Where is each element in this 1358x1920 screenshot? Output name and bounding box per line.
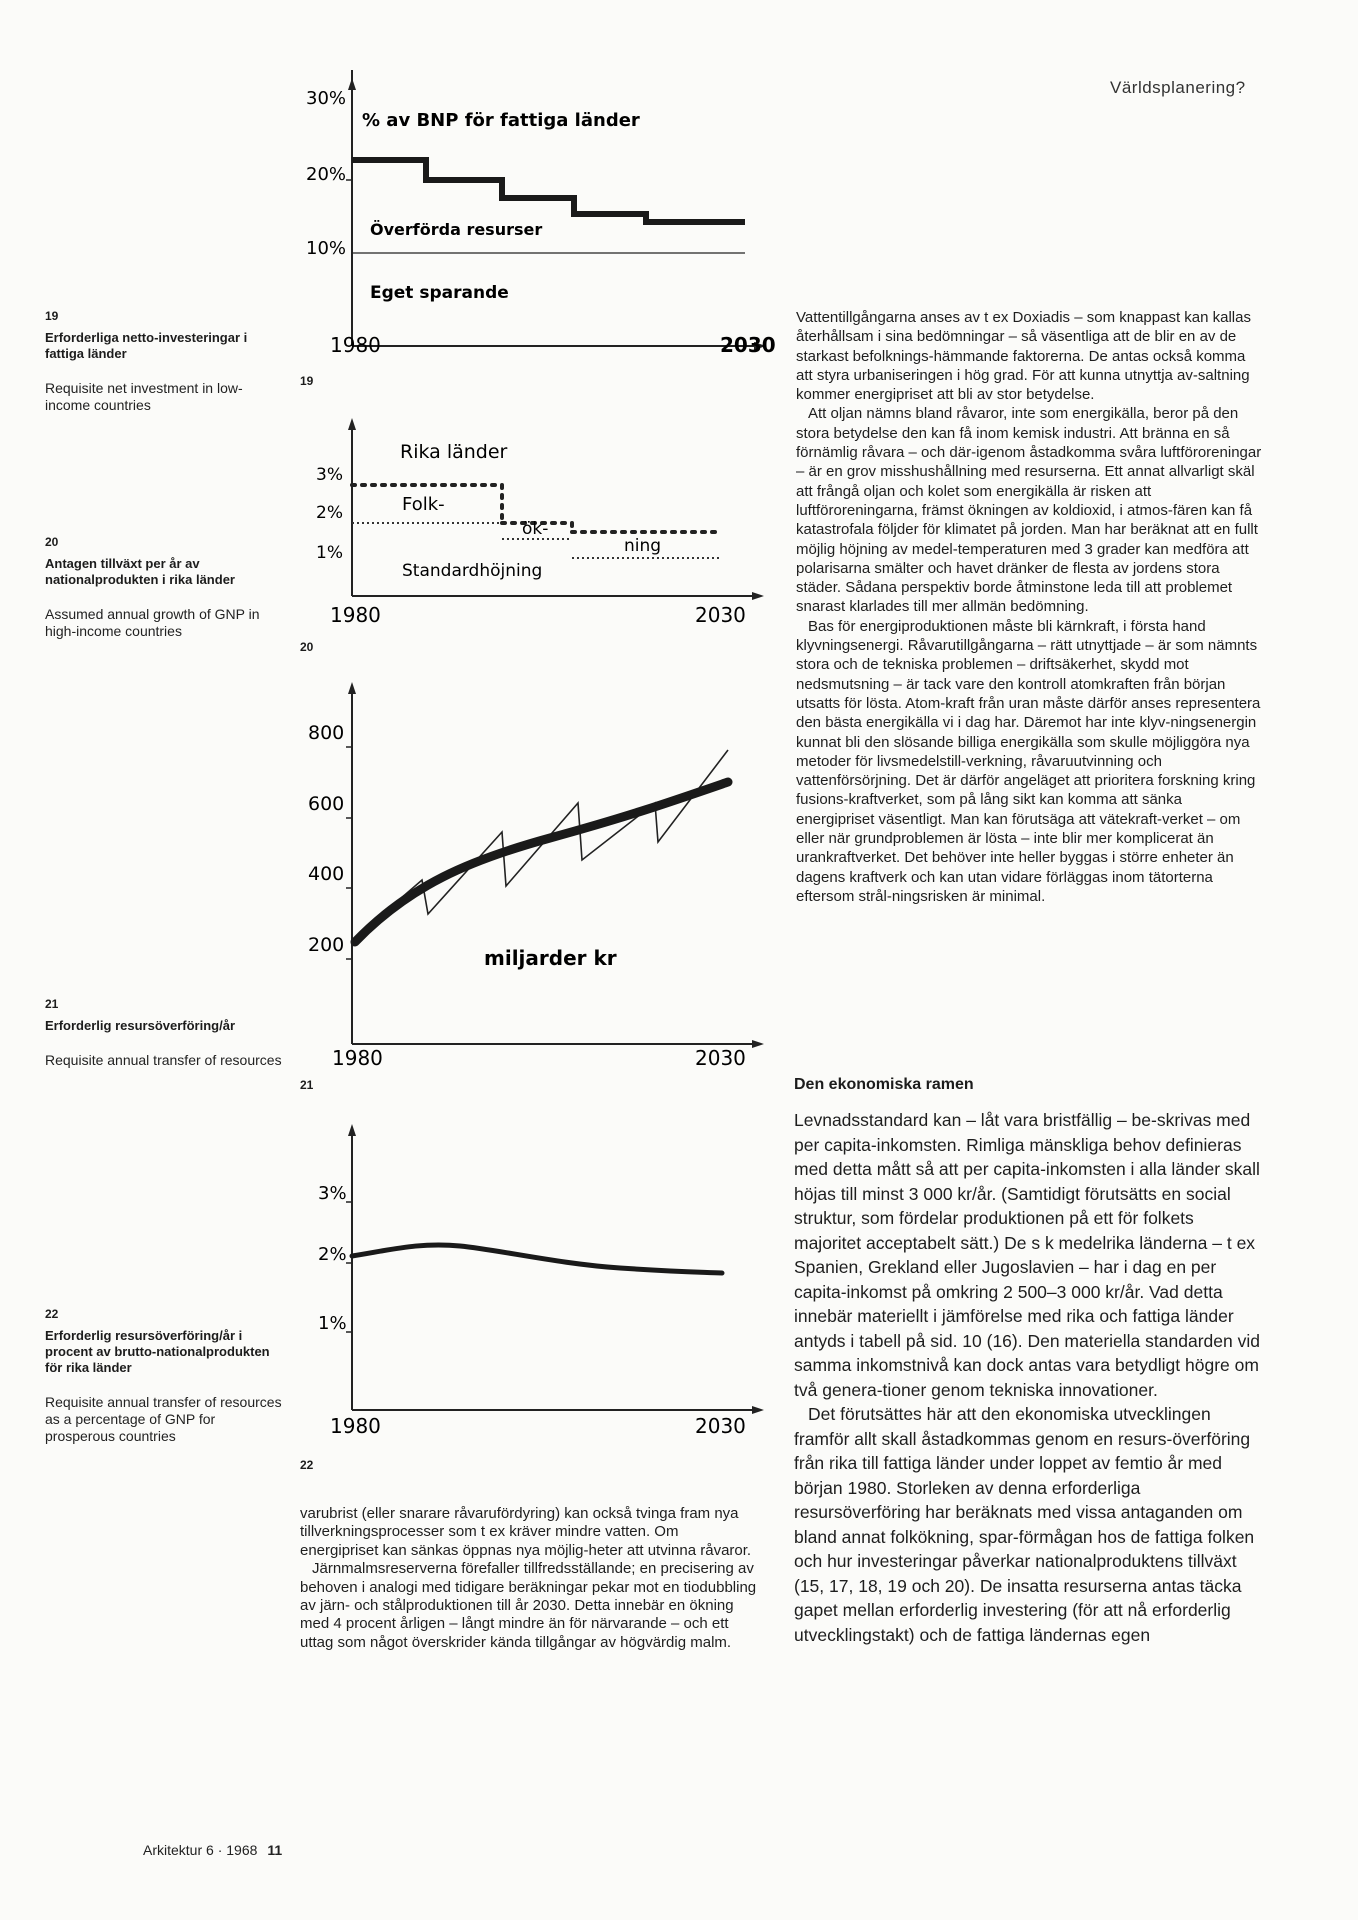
- x-end-label: 2030: [720, 333, 776, 357]
- x-axis-arrow: [752, 1040, 764, 1048]
- y-tick-label: 200: [308, 934, 345, 956]
- x-axis-arrow: [752, 1406, 764, 1414]
- figure-number-21: 21: [300, 1078, 314, 1092]
- caption-swedish: Antagen tillväxt per år av nationalprodukten i rika länder: [45, 556, 235, 587]
- y-axis-arrow: [348, 682, 356, 694]
- paragraph: Det förutsättes här att den ekonomiska utvecklingen framför allt skall åstadkommas genom en resurs-överföring från rika till fattiga länder under loppet av femtio år med början 1980. Storleken av denna erforderliga resursöverföring har beräknats med vissa antaganden om bland annat folkökning, spar-förmågan hos de fattiga folken och hur investeringar påverkar nationalproduktens tillväxt (15, 17, 18, 19 och 20). De insatta resurserna antas täcka gapet mellan erforderlig investering (för att nå erforderlig utvecklingstakt) och de fattiga ländernas egen: [794, 1404, 1255, 1645]
- label-savings: Eget sparande: [370, 283, 509, 303]
- caption-22: [45, 1306, 285, 1445]
- section-body: [794, 1108, 1264, 1647]
- y-axis-arrow: [348, 418, 356, 430]
- caption-english: Requisite annual transfer of resources: [45, 1052, 282, 1068]
- paragraph: varubrist (eller snarare råvarufördyring) kan också tvinga fram nya tillverkningsprocesser som t ex kräver mindre vatten. Om energipriset kan sänkas öppnas nya möjlig-heter att utvinna råvaror.: [300, 1505, 752, 1559]
- caption-number: 20: [45, 535, 59, 549]
- transfer-step-line: [352, 160, 745, 222]
- y-tick-label: 1%: [318, 1313, 347, 1334]
- paragraph: Järnmalmsreserverna förefaller tillfredsställande; en precisering av behoven i analogi med tidigare beräkningar pekar mot en tiodubbling av järn- och stålproduktionen till år 2030. Detta innebär en ökning med 4 procent årligen – långt mindre än för närvarande – och ett uttag som något överskrider kända tillgångar av högvärdig malm.: [300, 1560, 757, 1651]
- paragraph: Vattentillgångarna anses av t ex Doxiadis – som knappast kan kallas återhållsam i sina bedömningar – så väsentliga att de blir en av de starkast befolknings-hämmande faktorerna. De antas också komma att styra urbaniseringen i hög grad. För att kunna utnyttja av-saltning kommer energipriset att bli av stor betydelse.: [796, 309, 1251, 404]
- x-axis-arrow: [752, 592, 764, 600]
- y-tick-label: 1%: [316, 543, 343, 563]
- y-tick-label: 2%: [316, 503, 343, 523]
- footer: [143, 1842, 282, 1858]
- y-axis-arrow: [348, 78, 356, 90]
- x-end-label: 2030: [695, 603, 746, 627]
- x-end-label: 2030: [695, 1414, 746, 1438]
- figure-number-20: 20: [300, 640, 314, 654]
- label-population-3: ning: [624, 536, 662, 556]
- label-standard: Standardhöjning: [402, 561, 543, 581]
- caption-number: 19: [45, 309, 59, 323]
- caption-21: [45, 996, 285, 1069]
- right-column-text: [796, 308, 1264, 906]
- y-axis-arrow: [348, 1124, 356, 1136]
- caption-19: [45, 308, 285, 414]
- y-tick-label: 3%: [316, 465, 343, 485]
- journal-info: Arkitektur 6 · 1968: [143, 1842, 258, 1858]
- chart-21: [300, 680, 780, 1075]
- page-number: 11: [267, 1842, 283, 1858]
- figure-number-19: 19: [300, 374, 314, 388]
- y-tick-label: 30%: [306, 88, 347, 109]
- chart-20: [300, 418, 780, 628]
- y-tick-label: 3%: [318, 1183, 347, 1204]
- y-tick-label: 800: [308, 722, 345, 744]
- chart-title: % av BNP för fattiga länder: [362, 110, 640, 131]
- label-transfer: Överförda resurser: [370, 220, 543, 239]
- caption-swedish: Erforderliga netto-investeringar i fattiga länder: [45, 330, 248, 361]
- caption-20: [45, 534, 285, 640]
- label-rich: Rika länder: [400, 441, 508, 463]
- chart-19: [300, 70, 780, 360]
- caption-english: Requisite annual transfer of resources as a percentage of GNP for prosperous countries: [45, 1394, 282, 1444]
- y-tick-label: 600: [308, 793, 345, 815]
- caption-english: Assumed annual growth of GNP in high-income countries: [45, 606, 260, 639]
- figure-number-22: 22: [300, 1458, 314, 1472]
- y-tick-label: 2%: [318, 1244, 347, 1265]
- section-heading: Den ekonomiska ramen: [794, 1076, 974, 1093]
- caption-number: 21: [45, 997, 59, 1011]
- paragraph: Levnadsstandard kan – låt vara bristfällig – be-skrivas med per capita-inkomsten. Rimliga mänskliga behov definieras med detta mått så att per capita-inkomsten i alla länder skall höjas till minst 3 000 kr/år. (Samtidigt förutsätts en social struktur, som fördelar produktionen på ett för folkets majoritet acceptabelt sätt.) De s k medelrika länderna – t ex Spanien, Grekland eller Jugoslavien – har i dag en per capita-inkomst på omkring 2 500–3 000 kr/år. Vad detta innebär materiellt i jämförelse med rika och fattiga länder antyds i tabell på sid. 10 (16). Den materiella standarden vid samma inkomstnivå kan dock antas vara betydligt högre om två genera-tioner genom tekniska innovationer.: [794, 1110, 1260, 1400]
- y-tick-label: 20%: [306, 164, 347, 185]
- caption-swedish: Erforderlig resursöverföring/år i procent av brutto-nationalprodukten för rika länder: [45, 1328, 270, 1375]
- caption-swedish: Erforderlig resursöverföring/år: [45, 1018, 235, 1033]
- caption-english: Requisite net investment in low-income countries: [45, 380, 243, 413]
- label-population-1: Folk-: [402, 494, 445, 515]
- x-end-label: 2030: [695, 1046, 746, 1070]
- caption-number: 22: [45, 1307, 59, 1321]
- middle-column-text: [300, 1505, 760, 1652]
- transfer-trend-line: [355, 782, 728, 942]
- running-title: Världsplanering?: [1110, 78, 1246, 97]
- label-population-2: ök-: [522, 519, 549, 539]
- transfer-percent-line: [352, 1245, 722, 1273]
- y-tick-label: 10%: [306, 238, 347, 259]
- paragraph: Att oljan nämns bland råvaror, inte som energikälla, beror på den stora betydelse den kan få inom kemisk industri. Att bränna en så förnämlig råvara – och där-igenom åstadkomma svåra luftföroreningar – är en grov misshushållning med resurserna. Ett annat allvarligt skäl att frångå oljan och kolet som energikälla är risken att luftföroreningarna, främst ökningen av koldioxid, i atmos-fären kan få katastrofala följder för klimatet på jorden. Man har beräknat att en fullt möjlig höjning av medel-temperaturen med 3 grader kan medföra att polarisarna smälter och havet dränker de flesta av jordens stora städer. Sådana perspektiv borde åtminstone leda till att problemet snarast klarlades till mer allmän bedömning.: [796, 405, 1262, 616]
- x-start-label: 1980: [330, 333, 381, 357]
- x-start-label: 1980: [330, 603, 381, 627]
- paragraph: Bas för energiproduktionen måste bli kärnkraft, i första hand klyvningsenergi. Råvarutillgångarna – rätt utnyttjade – är som nämnts stora och de tekniska problemen – driftsäkerhet, skydd mot nedsmutsning – är tack vare den kontroll atomkraften från början utsatts för lösta. Atom-kraft från uran måste därför anses representera den bästa energikälla vi i dag har. Däremot har inte klyv-ningsenergin kunnat bli den slösande billiga energikälla som skulle möjliggöra nya metoder för livsmedelstill-verkning, råvaruutvinning och vattenförsörjning. Det är därför angeläget att prioritera forskning kring fusions-kraftverket, som på lång sikt kan komma att sänka energipriset väsentligt. Man kan förutsäga att vätekraft-verket – om eller när grundproblemen är lösta – inte blir mer komplicerat än urankraftverket. Det behöver inte heller byggas i större enheter än dagens kraftverk och kan utan vidare förläggas inom tätorterna eftersom strål-ningsrisken är minimal.: [796, 617, 1261, 905]
- x-start-label: 1980: [332, 1046, 383, 1070]
- x-start-label: 1980: [330, 1414, 381, 1438]
- y-tick-label: 400: [308, 863, 345, 885]
- unit-label: miljarder kr: [484, 946, 617, 970]
- chart-22: [300, 1122, 780, 1442]
